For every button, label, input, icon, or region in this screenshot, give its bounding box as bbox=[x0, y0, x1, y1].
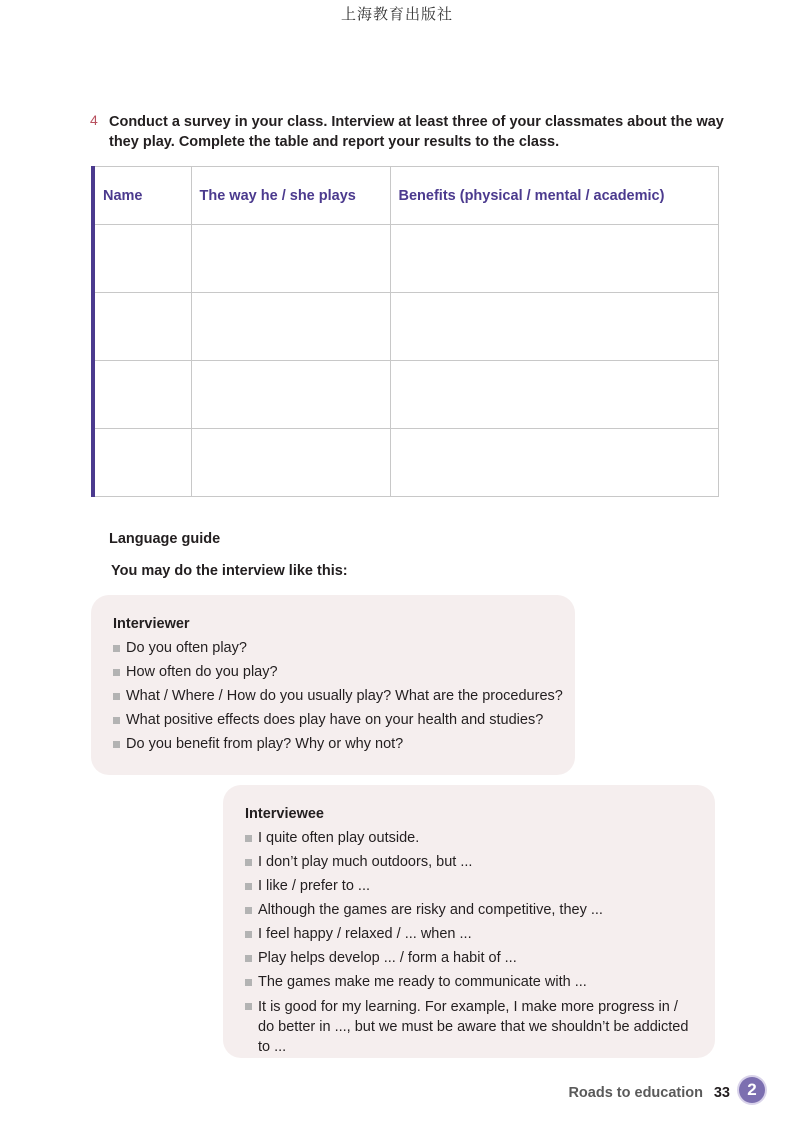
publisher-header: 上海教育出版社 bbox=[340, 5, 453, 23]
square-bullet-icon bbox=[245, 955, 252, 962]
interviewee-title: Interviewee bbox=[245, 806, 324, 822]
table-row bbox=[93, 361, 719, 429]
table-cell[interactable] bbox=[93, 361, 191, 429]
table-cell[interactable] bbox=[93, 429, 191, 497]
header-way-of-play: The way he / she plays bbox=[191, 167, 390, 225]
table-cell[interactable] bbox=[191, 293, 390, 361]
list-item-text: It is good for my learning. For example, I make more progress in / do better in ..., but we must be aware that we shouldn’t be addicted to ... bbox=[258, 999, 689, 1055]
list-item-text: How often do you play? bbox=[126, 664, 278, 680]
list-item bbox=[245, 850, 715, 874]
table-cell[interactable] bbox=[191, 361, 390, 429]
table-cell[interactable] bbox=[390, 361, 719, 429]
list-item-text: Do you often play? bbox=[126, 640, 247, 656]
table-cell[interactable] bbox=[93, 225, 191, 293]
page-number: 33 bbox=[713, 1085, 730, 1101]
list-item-text: Do you benefit from play? Why or why not? bbox=[126, 736, 404, 752]
list-item-text: I like / prefer to ... bbox=[258, 878, 371, 894]
square-bullet-icon bbox=[113, 645, 120, 652]
language-guide-intro: You may do the interview like this: bbox=[111, 563, 348, 579]
list-item-text: I quite often play outside. bbox=[258, 830, 420, 846]
table-cell[interactable] bbox=[191, 429, 390, 497]
table-cell[interactable] bbox=[390, 293, 719, 361]
task-number: 4 bbox=[90, 112, 98, 128]
square-bullet-icon bbox=[113, 741, 120, 748]
list-item bbox=[113, 660, 575, 684]
interviewer-list bbox=[113, 636, 575, 756]
square-bullet-icon bbox=[245, 931, 252, 938]
page-footer bbox=[540, 1077, 765, 1107]
square-bullet-icon bbox=[245, 979, 252, 986]
interviewer-title: Interviewer bbox=[113, 616, 190, 632]
square-bullet-icon bbox=[245, 907, 252, 914]
unit-number-badge: 2 bbox=[739, 1077, 765, 1103]
list-item bbox=[113, 684, 575, 708]
square-bullet-icon bbox=[245, 859, 252, 866]
table-cell[interactable] bbox=[390, 225, 719, 293]
table-cell[interactable] bbox=[191, 225, 390, 293]
square-bullet-icon bbox=[113, 693, 120, 700]
task-instruction: Conduct a survey in your class. Interview at least three of your classmates about the way they play. Complete the table and report your results to the class. bbox=[109, 114, 724, 150]
list-item bbox=[245, 946, 715, 970]
table-cell[interactable] bbox=[93, 293, 191, 361]
survey-table bbox=[91, 166, 719, 497]
list-item bbox=[245, 826, 715, 850]
square-bullet-icon bbox=[113, 717, 120, 724]
list-item-text: What positive effects does play have on your health and studies? bbox=[126, 712, 544, 728]
table-cell[interactable] bbox=[390, 429, 719, 497]
list-item-text: I feel happy / relaxed / ... when ... bbox=[258, 926, 472, 942]
language-guide-title: Language guide bbox=[109, 531, 221, 547]
list-item bbox=[113, 732, 575, 756]
list-item bbox=[113, 636, 575, 660]
square-bullet-icon bbox=[245, 835, 252, 842]
unit-title: Roads to education bbox=[568, 1085, 703, 1101]
list-item bbox=[245, 997, 695, 1057]
interviewee-box bbox=[223, 785, 715, 1058]
header-benefits: Benefits (physical / mental / academic) bbox=[390, 167, 719, 225]
list-item-text: Although the games are risky and competitive, they ... bbox=[258, 902, 603, 918]
square-bullet-icon bbox=[113, 669, 120, 676]
list-item-text: What / Where / How do you usually play? What are the procedures? bbox=[126, 688, 563, 704]
list-item bbox=[245, 970, 715, 994]
list-item-text: I don’t play much outdoors, but ... bbox=[258, 854, 473, 870]
table-row bbox=[93, 429, 719, 497]
square-bullet-icon bbox=[245, 1003, 252, 1010]
interviewer-box bbox=[91, 595, 575, 775]
table-header-row bbox=[93, 167, 719, 225]
table-row bbox=[93, 293, 719, 361]
interviewee-list bbox=[245, 826, 715, 1057]
list-item bbox=[245, 874, 715, 898]
header-name: Name bbox=[93, 167, 191, 225]
list-item bbox=[113, 708, 575, 732]
square-bullet-icon bbox=[245, 883, 252, 890]
list-item bbox=[245, 922, 715, 946]
table-row bbox=[93, 225, 719, 293]
list-item-text: The games make me ready to communicate with ... bbox=[258, 974, 587, 990]
task-instruction-block bbox=[90, 112, 730, 152]
list-item-text: Play helps develop ... / form a habit of ... bbox=[258, 950, 517, 966]
list-item bbox=[245, 898, 715, 922]
